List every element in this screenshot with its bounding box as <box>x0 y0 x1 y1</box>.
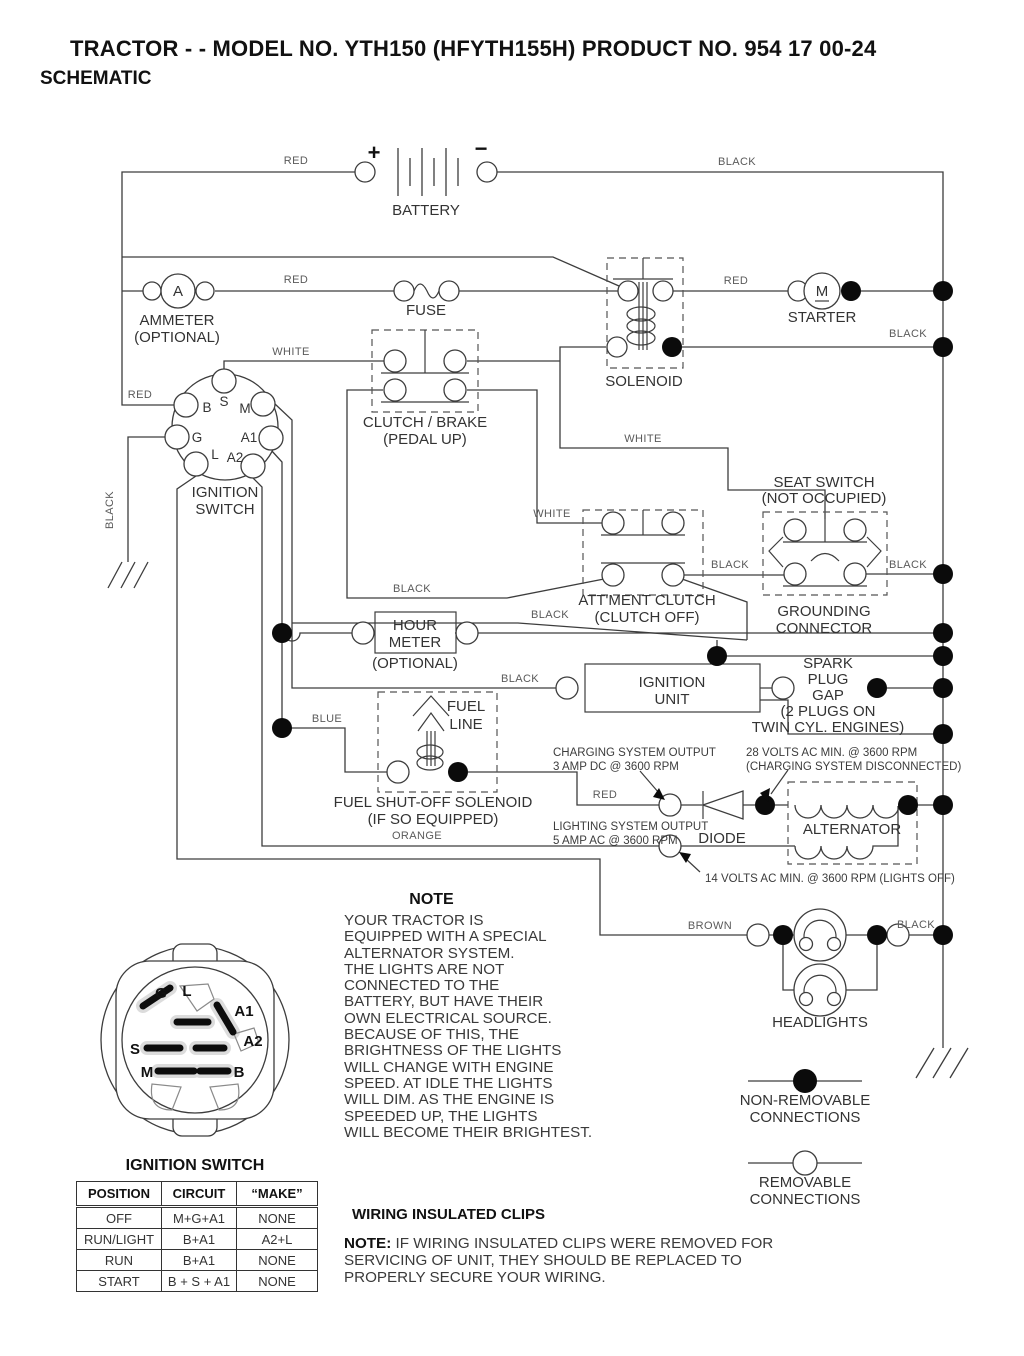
note-line: SPEED. AT IDLE THE LIGHTS <box>344 1074 553 1092</box>
wire-label-white-s: WHITE <box>272 346 310 358</box>
cell-circuit: B+A1 <box>162 1229 237 1250</box>
clips-note-text1: IF WIRING INSULATED CLIPS WERE REMOVED FOR <box>395 1235 774 1252</box>
starter-m: M <box>815 283 829 300</box>
ignition-switch-label-1: IGNITION <box>191 484 259 501</box>
wire-label-black-row1: BLACK <box>392 583 432 595</box>
charging-output-label-1: CHARGING SYSTEM OUTPUT <box>553 747 716 759</box>
hour-meter-label-1: HOUR <box>392 617 438 634</box>
wire-label-red-b: RED <box>127 389 153 401</box>
spark-label-1: SPARK <box>803 655 853 672</box>
ammeter-a: A <box>172 283 184 300</box>
alternator-label: ALTERNATOR <box>802 821 902 838</box>
fuel-solenoid-label-2: (IF SO EQUIPPED) <box>367 811 499 828</box>
ammeter-label-2: (OPTIONAL) <box>134 329 220 346</box>
wire-label-orange: ORANGE <box>391 830 443 842</box>
note-line: WILL BECOME THEIR BRIGHTEST. <box>344 1123 593 1141</box>
table-header-position: POSITION <box>77 1182 162 1207</box>
fuse-label: FUSE <box>405 302 447 319</box>
ammeter-label-1: AMMETER <box>139 312 215 329</box>
wire-label-black-grounding-right: BLACK <box>888 559 928 571</box>
removable-connection-circle <box>793 1151 817 1175</box>
ground-symbol-right <box>916 1048 968 1078</box>
terminal-l: L <box>211 447 219 462</box>
page-subtitle: SCHEMATIC <box>40 68 152 89</box>
ignition-switch-label-2: SWITCH <box>195 501 255 518</box>
key-label-l: L <box>182 983 192 1000</box>
fuse-symbol <box>394 281 459 301</box>
attment-clutch-label-2: (CLUTCH OFF) <box>594 609 700 626</box>
hour-meter-label-3: (OPTIONAL) <box>372 655 458 672</box>
ground-symbol-left <box>108 562 148 588</box>
wire-label-red-battery: RED <box>283 155 309 167</box>
legend-nonremovable-2: CONNECTIONS <box>749 1109 861 1126</box>
key-label-a1: A1 <box>234 1003 254 1020</box>
note-heading: NOTE <box>409 891 454 908</box>
legend-removable-1: REMOVABLE <box>758 1174 852 1191</box>
terminal-g: G <box>191 430 203 445</box>
headlights-symbol <box>747 909 909 1016</box>
terminal-a1: A1 <box>240 430 258 445</box>
starter-symbol <box>788 273 840 309</box>
clips-note-line2: SERVICING OF UNIT, THEY SHOULD BE REPLACED TO <box>344 1252 742 1269</box>
cell-make: NONE <box>237 1271 318 1292</box>
cell-make: A2+L <box>237 1229 318 1250</box>
ammeter-symbol <box>143 274 214 308</box>
cell-make: NONE <box>237 1207 318 1229</box>
spark-label-4: (2 PLUGS ON <box>780 703 876 720</box>
note-line: YOUR TRACTOR IS <box>344 912 484 929</box>
note-block <box>344 891 654 1141</box>
note-line: BRIGHTNESS OF THE LIGHTS <box>344 1042 562 1060</box>
ignition-switch-table <box>76 1181 318 1292</box>
note-line: OWN ELECTRICAL SOURCE. <box>344 1009 552 1027</box>
fuel-line-label-1: FUEL <box>446 698 486 715</box>
note-line: CONNECTED TO THE <box>344 977 500 995</box>
clips-note-line1 <box>344 1235 824 1252</box>
table-header-make: “MAKE” <box>237 1182 318 1207</box>
key-label-g: G <box>155 985 167 1002</box>
clips-note-label: NOTE: <box>344 1235 392 1252</box>
legend-removable-2: CONNECTIONS <box>749 1191 861 1208</box>
table-header-circuit: CIRCUIT <box>162 1182 237 1207</box>
wire-label-brown: BROWN <box>687 920 733 932</box>
spark-label-5: TWIN CYL. ENGINES) <box>751 719 905 736</box>
seat-switch-symbol <box>763 512 887 595</box>
wire-label-black-grounding-left: BLACK <box>710 559 750 571</box>
wire-label-black-row2: BLACK <box>530 609 570 621</box>
fuel-line-label-2: LINE <box>449 716 483 733</box>
ignition-switch-symbol <box>165 369 283 480</box>
terminal-m: M <box>239 401 251 416</box>
clutch-brake-label-2: (PEDAL UP) <box>383 431 467 448</box>
table-row <box>77 1207 318 1229</box>
note-line: WILL DIM. AS THE ENGINE IS <box>344 1091 555 1109</box>
clips-note <box>344 1235 824 1286</box>
cell-position: RUN <box>77 1250 162 1271</box>
ignition-switch-key-diagram <box>101 944 289 1174</box>
wire-label-red-charging: RED <box>592 789 618 801</box>
clutch-brake-label-1: CLUTCH / BRAKE <box>362 414 488 431</box>
note-line: ALTERNATOR SYSTEM. <box>344 944 515 962</box>
note-line: EQUIPPED WITH A SPECIAL <box>344 928 547 946</box>
legend-nonremovable-1: NON-REMOVABLE <box>739 1092 871 1109</box>
spark-plug-symbol <box>772 677 794 699</box>
cell-position: START <box>77 1271 162 1292</box>
charging-output-label-2: 3 AMP DC @ 3600 RPM <box>553 761 679 773</box>
seat-switch-label-2: (NOT OCCUPIED) <box>761 490 887 507</box>
grounding-connector-label-2: CONNECTOR <box>775 620 873 637</box>
wire-label-red-starter: RED <box>723 275 749 287</box>
cell-position: OFF <box>77 1207 162 1229</box>
wire-label-blue: BLUE <box>311 713 343 725</box>
volts28-label-1: 28 VOLTS AC MIN. @ 3600 RPM <box>746 747 918 759</box>
starter-label: STARTER <box>787 309 857 326</box>
note-line: THE LIGHTS ARE NOT <box>344 960 505 978</box>
wire-label-white-solenoid: WHITE <box>624 433 662 445</box>
note-line: WILL CHANGE WITH ENGINE <box>344 1058 554 1076</box>
cell-circuit: B+A1 <box>162 1250 237 1271</box>
cell-circuit: M+G+A1 <box>162 1207 237 1229</box>
clutch-brake-symbol <box>372 330 478 412</box>
table-row <box>77 1271 318 1292</box>
key-label-s: S <box>129 1041 141 1058</box>
clips-heading: WIRING INSULATED CLIPS <box>352 1206 546 1223</box>
key-label-m: M <box>140 1064 154 1081</box>
wire-label-black-solenoid: BLACK <box>888 328 928 340</box>
cell-position: RUN/LIGHT <box>77 1229 162 1250</box>
ignition-unit-label-1: IGNITION <box>638 674 706 691</box>
battery-symbol <box>355 136 497 196</box>
cell-make: NONE <box>237 1250 318 1271</box>
wire-label-black-ignition-unit: BLACK <box>500 673 540 685</box>
fuel-solenoid-label-1: FUEL SHUT-OFF SOLENOID <box>333 794 533 811</box>
battery-plus: + <box>367 140 381 165</box>
wire-label-red-fuse: RED <box>283 274 309 286</box>
headlights-label: HEADLIGHTS <box>772 1014 868 1031</box>
table-row <box>77 1229 318 1250</box>
lighting-output-label-1: LIGHTING SYSTEM OUTPUT <box>553 821 709 833</box>
spark-label-2: PLUG <box>807 671 849 688</box>
seat-switch-label-1: SEAT SWITCH <box>773 474 875 491</box>
terminal-s: S <box>219 394 229 409</box>
spark-label-3: GAP <box>812 687 844 704</box>
terminal-a2: A2 <box>226 450 244 465</box>
battery-label: BATTERY <box>392 202 460 219</box>
note-line: SPEEDED UP, THE LIGHTS <box>344 1107 538 1125</box>
battery-minus: − <box>474 136 488 161</box>
key-label-a2: A2 <box>243 1033 263 1050</box>
grounding-connector-label-1: GROUNDING <box>777 603 871 620</box>
wire-label-black-ground: BLACK <box>104 490 116 530</box>
note-line: BATTERY, BUT HAVE THEIR <box>344 993 544 1011</box>
wire-label-black-headlights: BLACK <box>896 919 936 931</box>
note-line: BECAUSE OF THIS, THE <box>344 1026 519 1044</box>
terminal-b: B <box>202 400 212 415</box>
table-row <box>77 1250 318 1271</box>
page-title: TRACTOR - - MODEL NO. YTH150 (HFYTH155H) PRODUCT NO. 954 17 00-24 <box>70 36 877 61</box>
lighting-output-label-2: 5 AMP AC @ 3600 RPM <box>553 835 678 847</box>
diode-label: DIODE <box>698 830 746 847</box>
key-diagram-title: IGNITION SWITCH <box>125 1157 265 1174</box>
attment-clutch-label-1: ATT'MENT CLUTCH <box>578 592 716 609</box>
volts14-label: 14 VOLTS AC MIN. @ 3600 RPM (LIGHTS OFF) <box>705 873 955 885</box>
clips-note-line3: PROPERLY SECURE YOUR WIRING. <box>344 1269 606 1286</box>
cell-circuit: B + S + A1 <box>162 1271 237 1292</box>
hour-meter-label-2: METER <box>388 634 442 651</box>
wire-label-white-attment: WHITE <box>533 508 571 520</box>
volts28-label-2: (CHARGING SYSTEM DISCONNECTED) <box>746 761 962 773</box>
key-label-b: B <box>233 1064 245 1081</box>
ignition-unit-label-2: UNIT <box>654 691 690 708</box>
solenoid-label: SOLENOID <box>605 373 683 390</box>
wire-label-black-battery: BLACK <box>717 156 757 168</box>
